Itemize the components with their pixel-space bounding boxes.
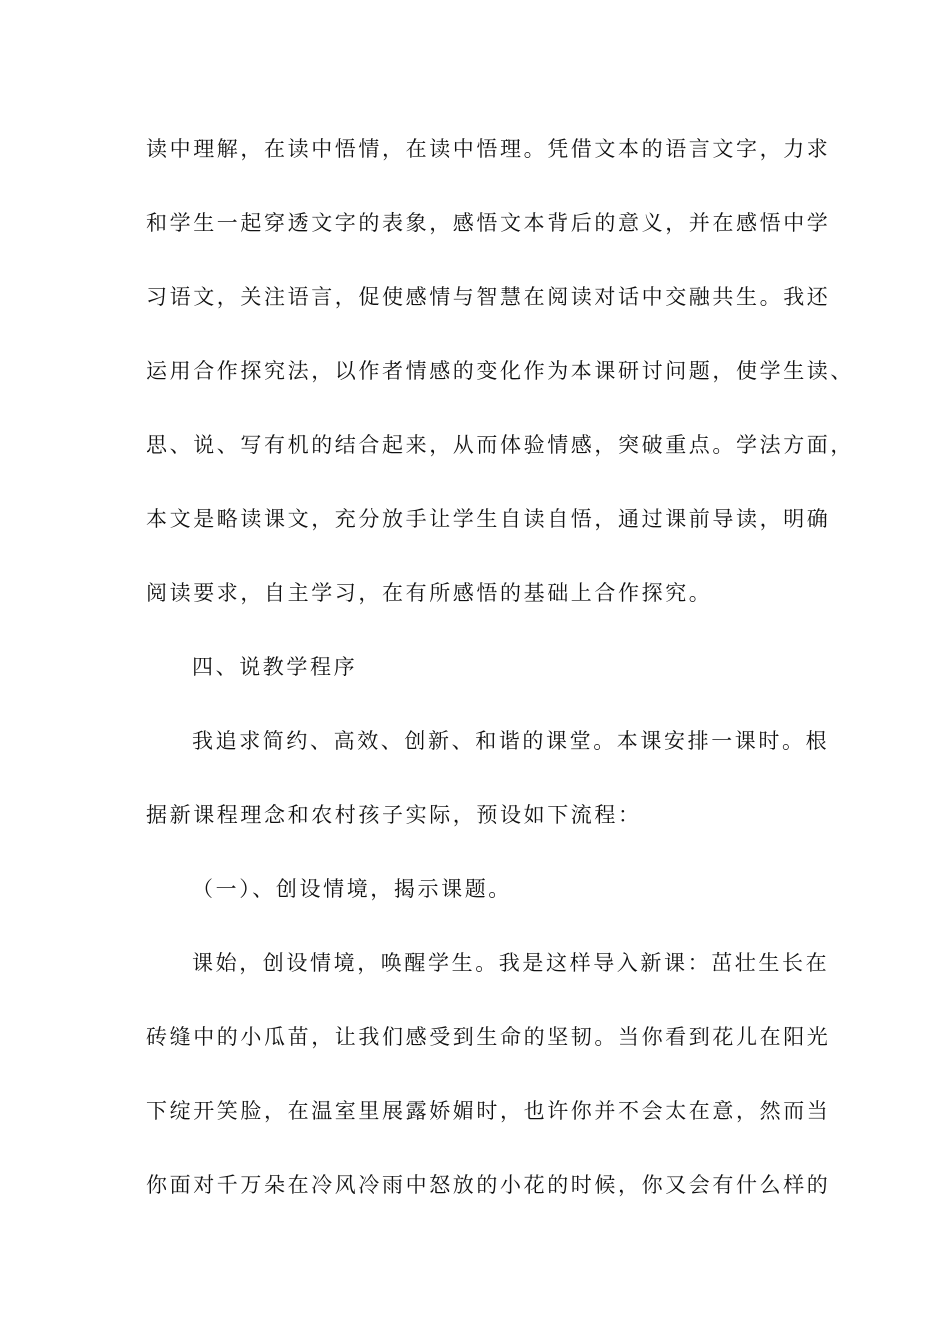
subsection-heading: （一）、创设情境，揭示课题。	[192, 877, 512, 901]
paragraph-line: 阅读要求，自主学习，在有所感悟的基础上合作探究。	[146, 581, 713, 605]
paragraph-line: 据新课程理念和农村孩子实际，预设如下流程：	[146, 803, 642, 827]
paragraph-line: 我追求简约、高效、创新、和谐的课堂。本课安排一课时。根	[192, 729, 830, 753]
paragraph-line: 下绽开笑脸，在温室里展露娇媚时，也许你并不会太在意，然而当	[146, 1099, 831, 1123]
document-body	[146, 128, 854, 1238]
paragraph-line: 课始，创设情境，唤醒学生。我是这样导入新课：茁壮生长在	[192, 951, 830, 975]
paragraph-line: 本文是略读课文，充分放手让学生自读自悟，通过课前导读，明确	[146, 507, 831, 531]
paragraph-line: 砖缝中的小瓜苗，让我们感受到生命的坚韧。当你看到花儿在阳光	[146, 1025, 831, 1049]
paragraph-line: 和学生一起穿透文字的表象，感悟文本背后的意义，并在感悟中学	[146, 211, 831, 235]
section-heading: 四、说教学程序	[192, 655, 358, 679]
paragraph-line: 读中理解，在读中悟情，在读中悟理。凭借文本的语言文字，力求	[146, 137, 831, 161]
paragraph-line: 思、说、写有机的结合起来，从而体验情感，突破重点。学法方面，	[146, 433, 854, 457]
paragraph-line: 运用合作探究法，以作者情感的变化作为本课研讨问题，使学生读、	[146, 359, 854, 383]
paragraph-line: 你面对千万朵在冷风冷雨中怒放的小花的时候，你又会有什么样的	[146, 1173, 831, 1197]
paragraph-line: 习语文，关注语言，促使感情与智慧在阅读对话中交融共生。我还	[146, 285, 831, 309]
